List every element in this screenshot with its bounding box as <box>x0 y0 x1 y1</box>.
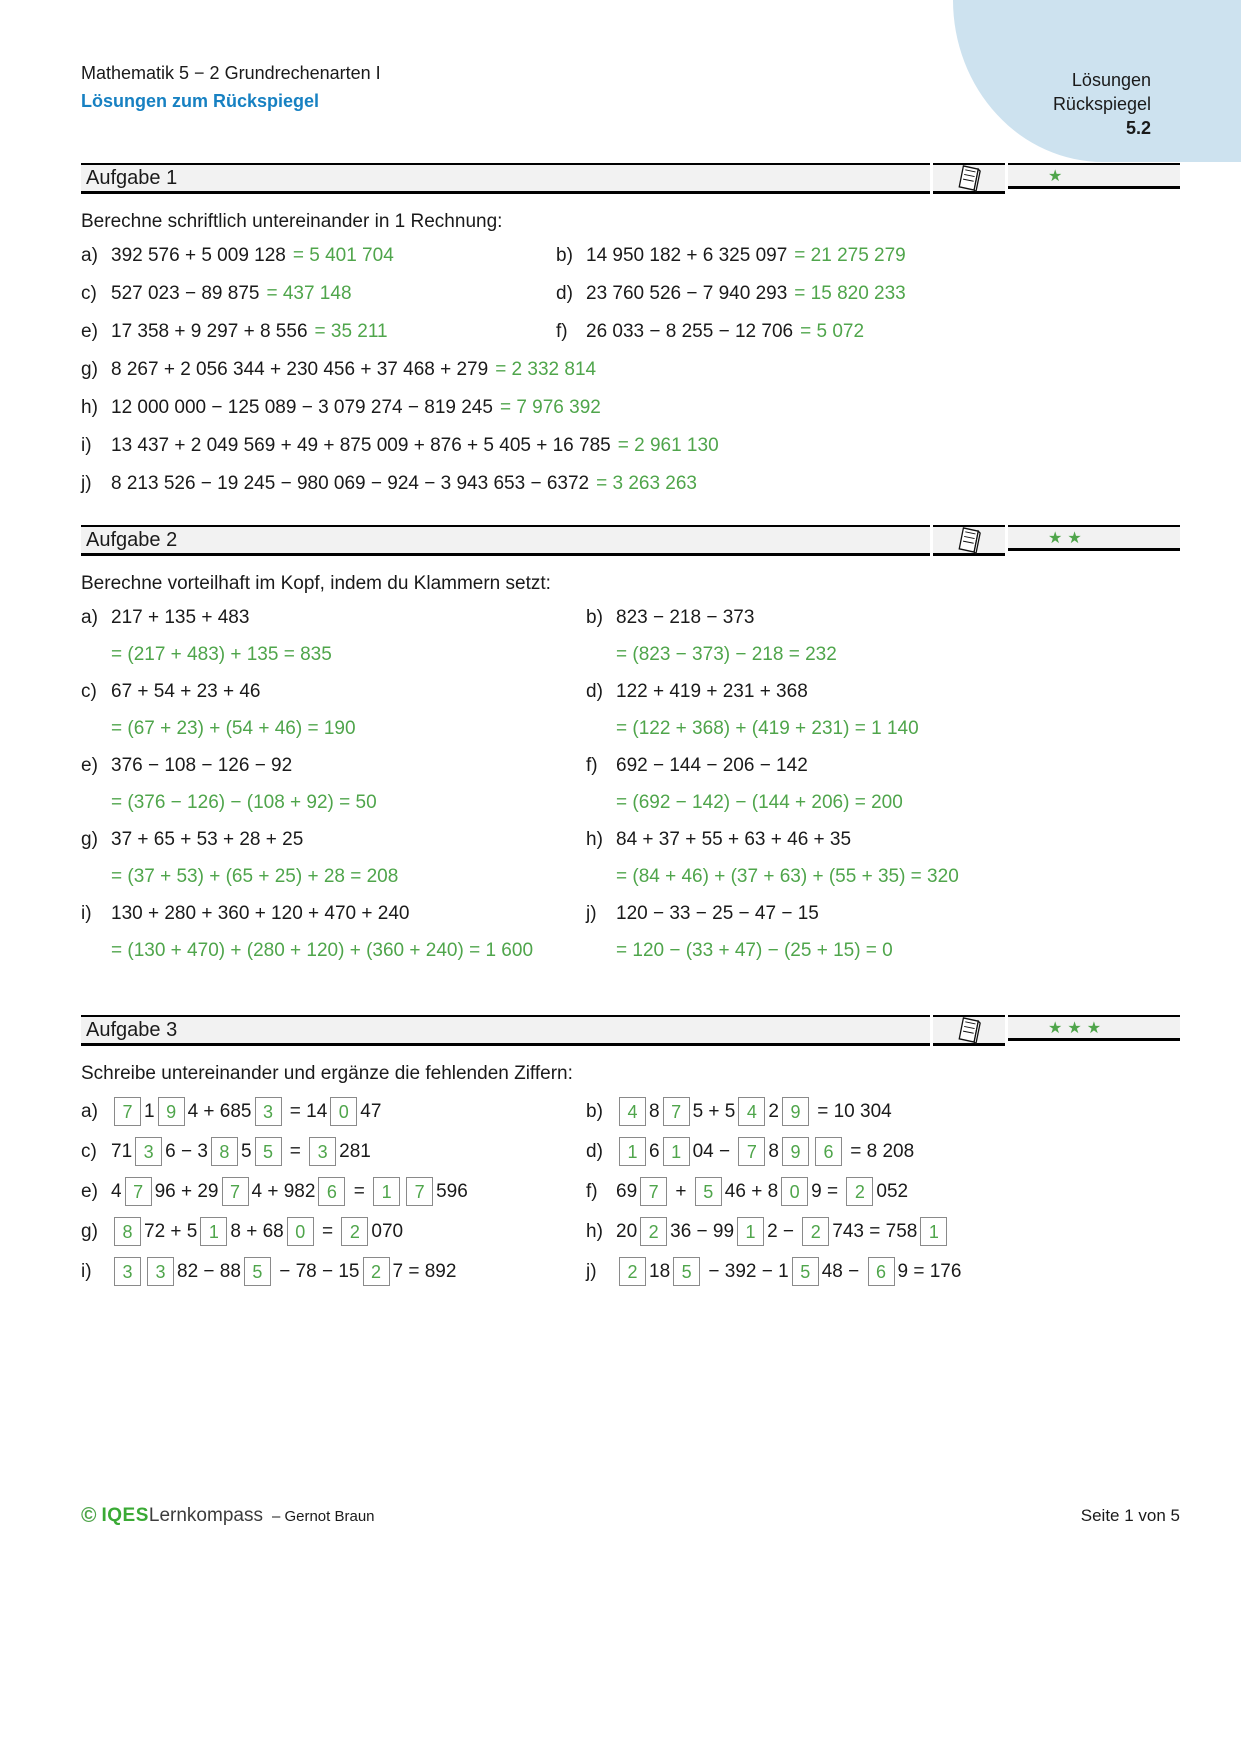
task-header-bar <box>81 1015 1180 1046</box>
corner-line-2: Rückspiegel <box>1052 94 1151 114</box>
task-title: Aufgabe 1 <box>86 166 178 189</box>
solution-line: = (84 + 46) + (37 + 63) + (55 + 35) = 320 <box>616 866 959 887</box>
problem-text: 8 + 68 <box>230 1220 284 1242</box>
problem-text: 69 <box>616 1180 638 1202</box>
problem-d <box>586 1137 1180 1166</box>
problem-text: 5 <box>240 1140 252 1162</box>
solution-answer: = 35 211 <box>314 321 388 342</box>
problem-expression: 8 213 526 − 19 245 − 980 069 − 924 − 3 943 653 − 6372 <box>111 473 590 494</box>
solution-line: = (67 + 23) + (54 + 46) = 190 <box>111 718 356 739</box>
problem-b <box>586 1097 1180 1126</box>
problem-d <box>586 681 1180 740</box>
digit-box: 1 <box>373 1177 400 1206</box>
corner-line-1: Lösungen <box>1071 70 1151 90</box>
problem-expression: 14 950 182 + 6 325 097 <box>586 245 788 266</box>
task-instruction: Berechne schriftlich untereinander in 1 Rechnung: <box>81 211 503 232</box>
problem-line <box>81 607 586 629</box>
problem-expression: 26 033 − 8 255 − 12 706 <box>586 321 794 342</box>
problem-expression: 692 − 144 − 206 − 142 <box>616 755 808 776</box>
problem-line <box>586 903 1180 925</box>
digit-box: 0 <box>287 1217 314 1246</box>
problem-c <box>81 1137 586 1166</box>
problem-text: − 78 − 15 <box>273 1260 360 1282</box>
problem-label: c) <box>81 1140 97 1162</box>
problem-g <box>81 829 586 888</box>
page-footer <box>81 1504 1180 1528</box>
problem-text: 47 <box>360 1100 382 1122</box>
problem-expression: 120 − 33 − 25 − 47 − 15 <box>616 903 819 924</box>
digit-box: 5 <box>673 1257 700 1286</box>
problem-text: 7 = 892 <box>392 1260 457 1282</box>
task-title-segment <box>81 163 930 194</box>
problem-label: a) <box>81 1100 98 1122</box>
problem-line <box>586 755 1180 777</box>
problem-expression: 376 − 108 − 126 − 92 <box>111 755 293 776</box>
digit-box: 7 <box>222 1177 249 1206</box>
author-credit: – Gernot Braun <box>271 1507 375 1525</box>
digit-box: 3 <box>255 1097 282 1126</box>
problem-label: g) <box>81 829 98 850</box>
problem-expression: 8 267 + 2 056 344 + 230 456 + 37 468 + 279 <box>111 359 489 380</box>
solution-answer: = 21 275 279 <box>794 245 906 266</box>
problem-text: 596 <box>436 1180 468 1202</box>
problem-label: b) <box>556 245 573 266</box>
problem-text: 46 + 8 <box>724 1180 779 1202</box>
problem-text: = <box>348 1180 371 1202</box>
problem-a <box>81 607 586 666</box>
digit-box: 2 <box>640 1217 667 1246</box>
digit-box: 7 <box>114 1097 141 1126</box>
problem-text: 1 <box>144 1100 155 1122</box>
problem-text: = <box>284 1140 307 1162</box>
solution-line: = (37 + 53) + (65 + 25) + 28 = 208 <box>111 866 399 887</box>
exercise-book-icon <box>933 1015 1005 1046</box>
problem-line <box>586 681 1180 703</box>
problem-label: e) <box>81 755 98 776</box>
digit-box: 6 <box>815 1137 842 1166</box>
problem-label: d) <box>556 283 573 304</box>
problem-text: 281 <box>339 1140 371 1162</box>
digit-box: 8 <box>114 1217 141 1246</box>
solution-answer: = 15 820 233 <box>794 283 906 304</box>
problem-label: c) <box>81 283 97 304</box>
problem-expression: 37 + 65 + 53 + 28 + 25 <box>111 829 304 850</box>
problem-j <box>586 903 1180 962</box>
problem-f <box>586 1177 1180 1206</box>
solution-answer: = 3 263 263 <box>596 473 697 494</box>
problem-line <box>586 607 1180 629</box>
digit-box: 0 <box>781 1177 808 1206</box>
difficulty-stars: ★ <box>1008 163 1180 189</box>
problem-label: j) <box>586 903 597 924</box>
digit-box: 1 <box>663 1137 690 1166</box>
digit-box: 5 <box>695 1177 722 1206</box>
task-header-bar <box>81 163 1180 194</box>
problem-label: g) <box>81 359 98 380</box>
digit-box: 1 <box>737 1217 764 1246</box>
problem-b <box>586 607 1180 666</box>
problem-text: 9 = <box>811 1180 844 1202</box>
digit-box: 2 <box>846 1177 873 1206</box>
task-title-segment <box>81 525 930 556</box>
task-title: Aufgabe 2 <box>86 528 178 551</box>
problem-c <box>81 681 586 740</box>
problem-label: a) <box>81 607 98 628</box>
problem-label: i) <box>81 1260 92 1282</box>
problem-expression: 122 + 419 + 231 + 368 <box>616 681 808 702</box>
task-problems <box>81 245 1180 495</box>
digit-box: 5 <box>792 1257 819 1286</box>
digit-box: 1 <box>200 1217 227 1246</box>
problem-label: f) <box>586 1180 598 1202</box>
problem-h <box>81 397 1180 419</box>
solution-line: = (376 − 126) − (108 + 92) = 50 <box>111 792 377 813</box>
problem-label: d) <box>586 681 603 702</box>
problem-label: d) <box>586 1140 603 1162</box>
solution-line: = (823 − 373) − 218 = 232 <box>616 644 837 665</box>
document-header <box>81 62 1180 112</box>
problem-text: 6 − 3 <box>165 1140 208 1162</box>
problem-e <box>81 755 586 814</box>
problem-label: e) <box>81 321 98 342</box>
digit-box: 2 <box>802 1217 829 1246</box>
problem-expression: 823 − 218 − 373 <box>616 607 755 628</box>
problem-f <box>586 755 1180 814</box>
problem-text: 2 <box>768 1100 779 1122</box>
digit-box: 9 <box>782 1137 809 1166</box>
problem-expression: 130 + 280 + 360 + 120 + 470 + 240 <box>111 903 410 924</box>
problem-i <box>81 1257 586 1286</box>
solution-answer: = 7 976 392 <box>499 397 601 418</box>
problem-expression: 13 437 + 2 049 569 + 49 + 875 009 + 876 + 5 405 + 16 785 <box>111 435 611 456</box>
digit-box: 2 <box>341 1217 368 1246</box>
problem-f <box>556 321 1180 343</box>
task-aufgabe-3 <box>81 1015 1180 1286</box>
task-title: Aufgabe 3 <box>86 1018 178 1041</box>
digit-box: 7 <box>125 1177 152 1206</box>
problem-b <box>556 245 1180 267</box>
problem-text: 070 <box>371 1220 404 1242</box>
problem-e <box>81 1177 586 1206</box>
problem-label: b) <box>586 607 603 628</box>
brand-name-secondary: Lernkompass <box>148 1505 263 1526</box>
problem-i <box>81 435 1180 457</box>
content-area <box>81 0 1180 1286</box>
solution-line: = (122 + 368) + (419 + 231) = 1 140 <box>616 718 919 739</box>
solution-line: = 120 − (33 + 47) − (25 + 15) = 0 <box>616 940 893 961</box>
difficulty-stars: ★★ <box>1008 525 1180 551</box>
digit-box: 7 <box>640 1177 667 1206</box>
problem-expression: 67 + 54 + 23 + 46 <box>111 681 261 702</box>
problem-text: 96 + 29 <box>154 1180 219 1202</box>
problem-line <box>81 903 586 925</box>
problem-line <box>586 829 1180 851</box>
problem-text: 4 + 685 <box>187 1100 252 1122</box>
problem-text: + <box>670 1180 692 1202</box>
task-header-bar <box>81 525 1180 556</box>
problem-label: i) <box>81 435 92 456</box>
corner-badge: 5.2 <box>1125 118 1151 138</box>
page-indicator: Seite 1 von 5 <box>1080 1506 1180 1525</box>
problem-label: j) <box>586 1260 597 1282</box>
digit-box: 3 <box>309 1137 336 1166</box>
digit-box: 1 <box>619 1137 646 1166</box>
problem-j <box>81 473 1180 495</box>
task-instruction: Schreibe untereinander und ergänze die fehlenden Ziffern: <box>81 1063 573 1084</box>
problem-label: c) <box>81 681 97 702</box>
problem-expression: 392 576 + 5 009 128 <box>111 245 286 266</box>
problem-g <box>81 1217 586 1246</box>
exercise-book-icon <box>933 163 1005 194</box>
problem-text: 04 − <box>692 1140 736 1162</box>
problem-text: 2 − <box>767 1220 800 1242</box>
problem-a <box>81 245 556 267</box>
problem-text: = <box>316 1220 339 1242</box>
problem-text: 9 = 176 <box>897 1260 962 1282</box>
problem-text: 6 <box>649 1140 660 1162</box>
digit-box: 0 <box>330 1097 357 1126</box>
problem-line <box>81 755 586 777</box>
solution-answer: = 2 961 130 <box>617 435 719 456</box>
problem-label: h) <box>586 829 603 850</box>
digit-box: 4 <box>738 1097 765 1126</box>
task-problems <box>81 1097 1180 1286</box>
solution-answer: = 2 332 814 <box>495 359 597 380</box>
problem-text: 5 + 5 <box>692 1100 736 1122</box>
problem-line <box>81 829 586 851</box>
problem-label: f) <box>556 321 568 342</box>
digit-box: 5 <box>255 1137 282 1166</box>
copyright-icon: © <box>81 1504 97 1527</box>
digit-box: 3 <box>147 1257 174 1286</box>
solution-line: = (130 + 470) + (280 + 120) + (360 + 240) = 1 600 <box>111 940 534 961</box>
problem-text: − 392 − 1 <box>703 1260 789 1282</box>
solution-line: = (217 + 483) + 135 = 835 <box>111 644 332 665</box>
problem-label: g) <box>81 1220 98 1242</box>
problem-expression: 12 000 000 − 125 089 − 3 079 274 − 819 245 <box>111 397 493 418</box>
problem-label: f) <box>586 755 598 776</box>
problem-i <box>81 903 586 962</box>
problem-text: 4 + 982 <box>251 1180 316 1202</box>
problem-text: = 8 208 <box>844 1140 915 1162</box>
task-problems <box>81 607 1180 977</box>
problem-label: j) <box>81 473 92 494</box>
problem-text: 82 − 88 <box>177 1260 241 1282</box>
brand-name-primary: IQES <box>101 1505 149 1526</box>
problem-text: = 10 304 <box>811 1100 892 1122</box>
problem-a <box>81 1097 586 1126</box>
problem-line <box>81 681 586 703</box>
problem-text: 743 = 758 <box>832 1220 918 1242</box>
digit-box: 3 <box>114 1257 141 1286</box>
task-instruction: Berechne vorteilhaft im Kopf, indem du Klammern setzt: <box>81 573 551 594</box>
problem-label: i) <box>81 903 92 924</box>
task-title-segment <box>81 1015 930 1046</box>
problem-label: h) <box>81 397 98 418</box>
digit-box: 9 <box>782 1097 809 1126</box>
digit-box: 6 <box>868 1257 895 1286</box>
digit-box: 2 <box>619 1257 646 1286</box>
problem-label: h) <box>586 1220 603 1242</box>
problem-text: 72 + 5 <box>144 1220 198 1242</box>
digit-box: 7 <box>738 1137 765 1166</box>
problem-c <box>81 283 556 305</box>
problem-e <box>81 321 556 343</box>
digit-box: 2 <box>363 1257 390 1286</box>
problem-text: 71 <box>111 1140 133 1162</box>
problem-h <box>586 1217 1180 1246</box>
problem-text: 18 <box>649 1260 671 1282</box>
problem-expression: 23 760 526 − 7 940 293 <box>586 283 788 304</box>
solution-answer: = 5 072 <box>800 321 865 342</box>
problem-text: 48 − <box>821 1260 865 1282</box>
task-list <box>81 163 1180 1286</box>
problem-j <box>586 1257 1180 1286</box>
problem-label: a) <box>81 245 98 266</box>
digit-box: 7 <box>406 1177 433 1206</box>
difficulty-stars: ★★★ <box>1008 1015 1180 1041</box>
problem-text: 4 <box>111 1180 122 1202</box>
problem-expression: 217 + 135 + 483 <box>111 607 250 628</box>
digit-box: 7 <box>663 1097 690 1126</box>
solution-line: = (692 − 142) − (144 + 206) = 200 <box>616 792 903 813</box>
course-title: Mathematik 5 − 2 Grundrechenarten I <box>81 63 381 83</box>
brand-logo <box>81 1504 375 1528</box>
problem-expression: 84 + 37 + 55 + 63 + 46 + 35 <box>616 829 852 850</box>
task-aufgabe-1 <box>81 163 1180 495</box>
problem-text: 20 <box>616 1220 638 1242</box>
problem-d <box>556 283 1180 305</box>
digit-box: 4 <box>619 1097 646 1126</box>
problem-text: 36 − 99 <box>670 1220 735 1242</box>
problem-expression: 17 358 + 9 297 + 8 556 <box>111 321 308 342</box>
digit-box: 9 <box>158 1097 185 1126</box>
problem-text: 8 <box>649 1100 660 1122</box>
solution-answer: = 5 401 704 <box>292 245 394 266</box>
problem-h <box>586 829 1180 888</box>
problem-label: b) <box>586 1100 603 1122</box>
document-subtitle: Lösungen zum Rückspiegel <box>81 91 320 111</box>
digit-box: 1 <box>920 1217 947 1246</box>
digit-box: 5 <box>244 1257 271 1286</box>
problem-text: 052 <box>876 1180 909 1202</box>
problem-label: e) <box>81 1180 98 1202</box>
task-aufgabe-2 <box>81 525 1180 977</box>
problem-expression: 527 023 − 89 875 <box>111 283 260 304</box>
digit-box: 3 <box>135 1137 162 1166</box>
solution-answer: = 437 148 <box>266 283 352 304</box>
problem-text: 8 <box>768 1140 779 1162</box>
digit-box: 8 <box>211 1137 238 1166</box>
problem-text: = 14 <box>284 1100 328 1122</box>
exercise-book-icon <box>933 525 1005 556</box>
digit-box: 6 <box>318 1177 345 1206</box>
problem-g <box>81 359 1180 381</box>
